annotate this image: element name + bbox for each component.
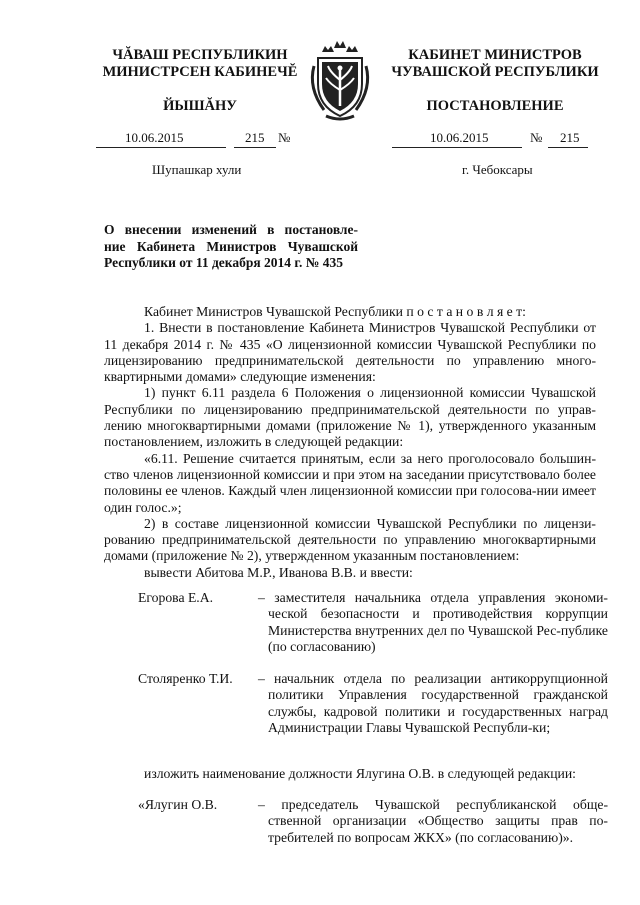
right-org-line1: КАБИНЕТ МИНИСТРОВ (408, 47, 582, 63)
paragraph-subitem-2: 2) в составе лицензионной комиссии Чувашской Республики по лицензи-рованию предпринимательской деятельности по управлению многоквартирными домами (приложение № 2), утвержденном указанным постановлением: (104, 515, 596, 564)
left-org-line1: ЧĂВАШ РЕСПУБЛИКИН (112, 47, 288, 63)
left-date-line (96, 147, 226, 148)
paragraph-quote-6-11: «6.11. Решение считается принятым, если за него проголосовало большин-ство членов лицензионной комиссии и при этом на заседании присутствовало более половины ее членов. Каждый член лицензионной комиссии при голосова-нии имеет один голос.»; (104, 450, 596, 515)
member-name: Столяренко Т.И. (138, 671, 233, 686)
member-entry-yalugin (138, 797, 608, 857)
left-no-sign: № (278, 130, 291, 145)
left-org-name (95, 47, 305, 81)
right-org-line2: ЧУВАШСКОЙ РЕСПУБЛИКИ (391, 64, 599, 80)
member-name: Егорова Е.А. (138, 590, 214, 605)
title-line3: Республики от 11 декабря 2014 г. № 435 (104, 255, 343, 270)
left-org-line2: МИНИСТРСЕН КАБИНЕЧĔ (102, 64, 298, 80)
left-city: Шупашкар хули (152, 162, 242, 177)
left-number: 215 (245, 130, 265, 145)
member-name: «Ялугин О.В. (138, 797, 218, 812)
title-line1: О внесении изменений в постановле- (104, 222, 358, 237)
right-org-name (385, 47, 605, 81)
paragraph-rename: изложить наименование должности Ялугина О.В. в следующей редакции: (144, 766, 576, 781)
right-doc-type: ПОСТАНОВЛЕНИЕ (426, 98, 564, 114)
member-position: – начальник отдела по реализации антикоррупционной политики Управления государственной гражданской службы, кадровой политики и государственных наград Администрации Главы Чувашской Республи-ки; (258, 671, 608, 735)
member-entry-egorova (138, 590, 608, 660)
title-line2: ние Кабинета Министров Чувашской (104, 238, 358, 254)
left-number-line (234, 147, 276, 148)
right-no-sign: № (530, 130, 543, 145)
paragraph-subitem-1: 1) пункт 6.11 раздела 6 Положения о лицензионной комиссии Чувашской Республики по лицензированию предпринимательской деятельности по управ-лению многоквартирными домами (приложение № 1), утвержденного указанным постановлением, изложить в следующей редакции: (104, 385, 596, 450)
left-doc-type: ЙЫШĂНУ (163, 98, 237, 114)
member-position: – заместителя начальника отдела управления экономи-ческой безопасности и противодействия коррупции Министерства внутренних дел по Чувашской Рес-публике (по согласованию) (258, 590, 608, 654)
right-date: 10.06.2015 (430, 130, 489, 145)
document-body (104, 304, 596, 581)
paragraph-item-1: 1. Внести в постановление Кабинета Министров Чувашской Республики от 11 декабря 2014 г. № 435 «О лицензионной комиссии Чувашской Республики по лицензированию предпринимательской деятельности по управлению много-квартирными домами» следующие изменения: (104, 320, 596, 385)
right-city: г. Чебоксары (462, 162, 533, 177)
member-entry-stolyarenko (138, 671, 608, 757)
document-title (104, 222, 358, 272)
paragraph-remove-add: вывести Абитова М.Р., Иванова В.В. и ввести: (144, 564, 413, 580)
right-date-line (392, 147, 522, 148)
member-position: – председатель Чувашской республиканской обще-ственной организации «Общество защиты прав по-требителей по вопросам ЖКХ» (по согласованию)». (258, 797, 608, 845)
paragraph-preamble: Кабинет Министров Чувашской Республики п о с т а н о в л я е т: (144, 304, 526, 319)
right-number: 215 (560, 130, 580, 145)
chuvash-coat-of-arms-icon (300, 36, 380, 122)
left-date: 10.06.2015 (125, 130, 184, 145)
right-number-line (548, 147, 588, 148)
